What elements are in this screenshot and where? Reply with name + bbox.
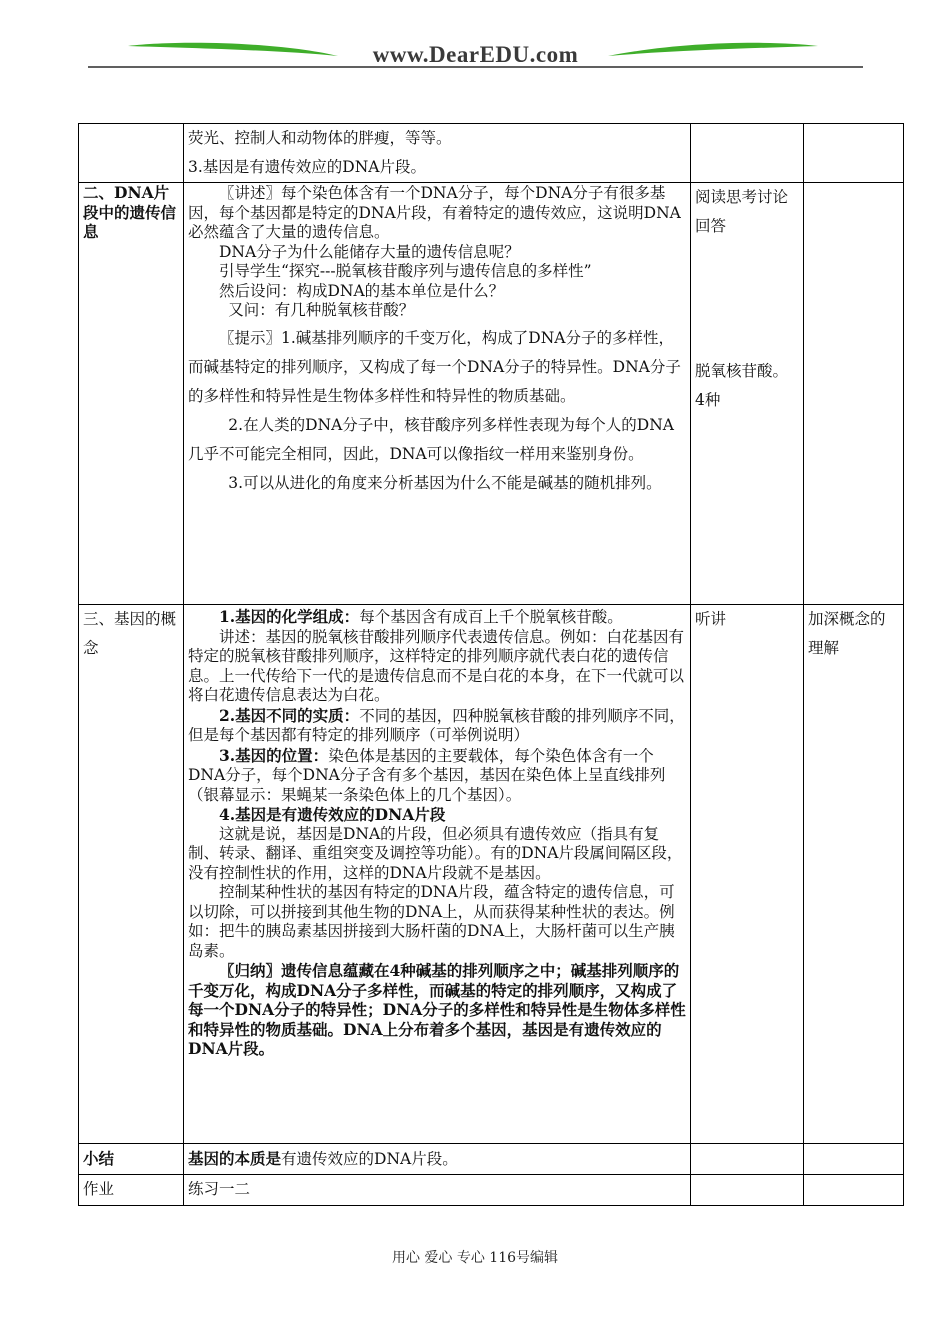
row2-paragraph <box>188 605 686 628</box>
bold-lead: 2.基因不同的实质： <box>219 705 360 725</box>
row1-paragraph: 然后设问：构成DNA的基本单位是什么？ <box>219 281 505 300</box>
row1-paragraph: 引导学生“探究---脱氧核苷酸序列与遗传信息的多样性” <box>219 262 592 280</box>
row4-student-cell <box>691 1175 804 1206</box>
site-logo-text: www.DearEDU.com <box>372 42 579 67</box>
student-answer: 4种 <box>695 391 721 409</box>
row1-purpose-cell <box>804 183 904 605</box>
row3-student-cell <box>691 1144 804 1175</box>
bold-lead: 基因的本质是 <box>188 1149 282 1168</box>
table-row <box>79 605 904 1144</box>
lesson-table <box>78 123 904 1206</box>
row1-content-cell <box>184 183 691 605</box>
row1-paragraph: DNA分子为什么能储存大量的遗传信息呢？ <box>219 242 520 261</box>
section-title: 小结 <box>79 1144 184 1175</box>
row2-summary: 〖归纳〗遗传信息蕴藏在4种碱基的排列顺序之中；碱基排列顺序的千变万化，构成DNA分子多样性，而碱基的特定的排列顺序，又构成了每一个DNA分子的特异性；DNA分子的多样性和特异性是生物体多样性和特异性的物质基础。DNA上分布着多个基因，基因是有遗传效应的DNA片段。 <box>188 961 686 1058</box>
row2-content-cell <box>184 605 691 1144</box>
table-row <box>79 1175 904 1206</box>
student-answer: 脱氧核苷酸。 <box>695 362 789 380</box>
row0-student-cell <box>691 124 804 183</box>
table-row <box>79 124 904 183</box>
row2-purpose-cell: 加深概念的理解 <box>804 605 904 1144</box>
paragraph-text: 有遗传效应的DNA片段。 <box>281 1150 458 1168</box>
row2-paragraph: 控制某种性状的基因有特定的DNA片段，蕴含特定的遗传信息，可以切除，可以拼接到其他生物的DNA上，从而获得某种性状的表达。例如：把牛的胰岛素基因拼接到大肠杆菌的DNA上，大肠杆菌可以生产胰岛素。 <box>188 883 675 960</box>
paragraph-text: 染色体是基因的主要载体，每个染色体含有一个DNA分子，每个DNA分子含有多个基因，基因在染色体上呈直线排列（银幕显示：果蝇某一条染色体上的几个基因）。 <box>188 746 666 804</box>
row1-paragraph: 〖提示〗1.碱基排列顺序的千变万化，构成了DNA分子的多样性，而碱基特定的排列顺序，又构成了每一个DNA分子的特异性。DNA分子的多样性和特异性是生物体多样性和特异性的物质基础。 <box>188 328 681 405</box>
row1-paragraph: 3.可以从进化的角度来分析基因为什么不能是碱基的随机排列。 <box>228 473 662 492</box>
page-header <box>88 36 863 70</box>
row2-paragraph: 这就是说，基因是DNA的片段，但必须具有遗传效应（指具有复制、转录、翻译、重组突变及调控等功能）。有的DNA片段属间隔区段，没有控制性状的作用，这样的DNA片段就不是基因。 <box>188 824 683 882</box>
table-row <box>79 183 904 605</box>
bold-lead: 1.基因的化学组成： <box>219 607 360 626</box>
row0-content-cell <box>184 124 691 183</box>
row1-paragraph: 〖讲述〗每个染色体含有一个DNA分子，每个DNA分子有很多基因，每个基因都是特定的DNA片段，有着特定的遗传效应，这说明DNA必然蕴含了大量的遗传信息。 <box>188 184 681 241</box>
row0-line: 3.基因是有遗传效应的DNA片段。 <box>188 158 426 176</box>
row4-content-cell: 练习一二 <box>184 1175 691 1206</box>
row4-purpose-cell <box>804 1175 904 1206</box>
section-title: 二、DNA片段中的遗传信息 <box>79 183 184 605</box>
row1-paragraph: 2.在人类的DNA分子中，核苷酸序列多样性表现为每个人的DNA几乎不可能完全相同，因此，DNA可以像指纹一样用来鉴别身份。 <box>188 415 674 463</box>
row2-paragraph <box>188 746 686 806</box>
row2-subheading: 4.基因是有遗传效应的DNA片段 <box>219 805 446 824</box>
row1-paragraph: 又问：有几种脱氧核苷酸？ <box>228 301 415 319</box>
paragraph-text: 每个基因含有成百上千个脱氧核苷酸。 <box>359 608 623 626</box>
bold-lead: 3.基因的位置： <box>219 745 329 765</box>
row3-content-cell <box>184 1144 691 1175</box>
row2-paragraph: 讲述：基因的脱氧核苷酸排列顺序代表遗传信息。例如：白花基因有特定的脱氧核苷酸排列顺序，这样特定的排列顺序就代表白花的遗传信息。上一代传给下一代的是遗传信息而不是白花的本身，在下一代就可以将白花遗传信息表达为白花。 <box>188 627 685 704</box>
paragraph-text: 不同的基因，四种脱氧核苷酸的排列顺序不同，但是每个基因都有特定的排列顺序（可举例说明） <box>188 706 685 744</box>
row2-student-cell: 听讲 <box>691 605 804 1144</box>
table-row <box>79 1144 904 1175</box>
row0-title-cell <box>79 124 184 183</box>
row2-paragraph <box>188 706 686 746</box>
section-title: 作业 <box>79 1175 184 1206</box>
row1-student-cell <box>691 183 804 605</box>
row0-line: 荧光、控制人和动物体的胖瘦，等等。 <box>188 129 452 147</box>
section-title: 三、基因的概念 <box>79 605 184 1144</box>
row0-purpose-cell <box>804 124 904 183</box>
student-activity: 阅读思考讨论回答 <box>695 188 789 235</box>
row3-purpose-cell <box>804 1144 904 1175</box>
page-footer: 用心 爱心 专心 116号编辑 <box>391 1250 559 1266</box>
